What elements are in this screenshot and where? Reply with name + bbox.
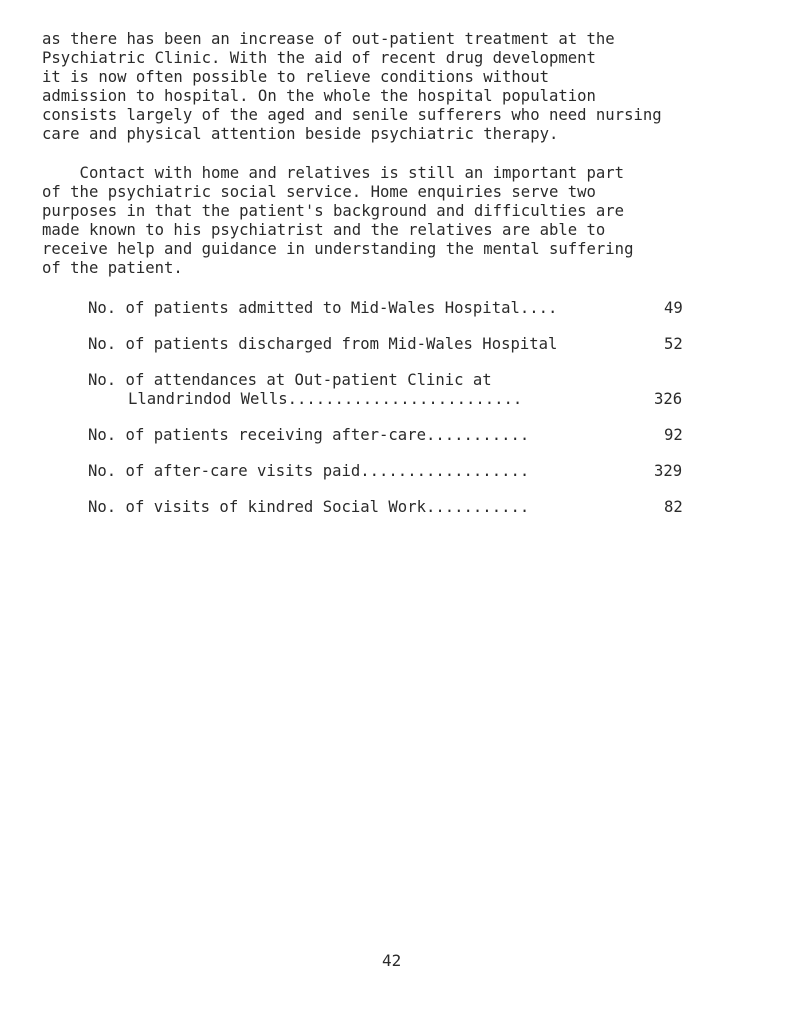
statistic-value: 82 [664, 498, 683, 516]
statistic-label-continued: Llandrindod Wells......................... [128, 390, 523, 408]
paragraph-line: of the psychiatric social service. Home enquiries serve two [42, 183, 596, 201]
statistic-value: 52 [664, 335, 683, 353]
statistic-value: 326 [654, 390, 683, 408]
paragraph-line: consists largely of the aged and senile sufferers who need nursing [42, 106, 662, 124]
page-number: 42 [382, 951, 402, 970]
paragraph-line: Psychiatric Clinic. With the aid of recent drug development [42, 49, 596, 67]
statistic-label: No. of attendances at Out-patient Clinic at [88, 371, 492, 389]
paragraph-line: Contact with home and relatives is still an important part [42, 164, 625, 182]
statistic-label: No. of visits of kindred Social Work........... [88, 498, 530, 516]
paragraph-line: as there has been an increase of out-patient treatment at the [42, 30, 615, 48]
paragraph-line: admission to hospital. On the whole the hospital population [42, 87, 596, 105]
paragraph-line: of the patient. [42, 259, 183, 277]
statistic-label: No. of patients receiving after-care........... [88, 426, 530, 444]
statistic-value: 329 [654, 462, 683, 480]
statistic-value: 92 [664, 426, 683, 444]
statistic-label: No. of patients discharged from Mid-Wales Hospital [88, 335, 558, 353]
statistic-label: No. of patients admitted to Mid-Wales Hospital.... [88, 299, 558, 317]
paragraph-line: receive help and guidance in understanding the mental suffering [42, 240, 634, 258]
paragraph-line: it is now often possible to relieve conditions without [42, 68, 549, 86]
paragraph-line: made known to his psychiatrist and the relatives are able to [42, 221, 606, 239]
paragraph-line: purposes in that the patient's background and difficulties are [42, 202, 625, 220]
statistic-value: 49 [664, 299, 683, 317]
statistic-label: No. of after-care visits paid.................. [88, 462, 530, 480]
paragraph-line: care and physical attention beside psychiatric therapy. [42, 125, 559, 143]
